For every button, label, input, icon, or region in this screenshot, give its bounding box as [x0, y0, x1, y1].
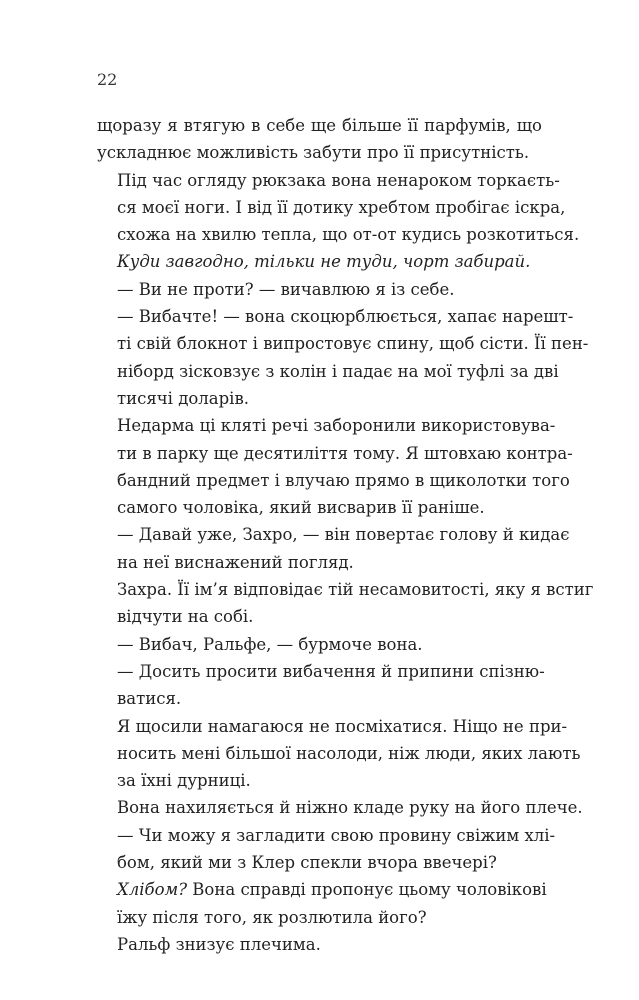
text-line: схожа на хвилю тепла, що от-от кудись розкотиться.	[117, 225, 580, 245]
text-line: відчути на собі.	[117, 607, 254, 627]
paragraph-11	[97, 713, 581, 795]
text-fragment: Вона справді пропонує цьому чоловікові	[187, 880, 547, 900]
text-line: Недарма ці кляті речі заборонили використовува-	[117, 416, 556, 436]
text-line: ти в парку ще десятиліття тому. Я штовхаю контра-	[117, 443, 573, 463]
paragraph-10	[97, 658, 545, 713]
text-line: бом, який ми з Клер спекли вчора ввечері?	[117, 853, 497, 873]
paragraph-2	[97, 167, 580, 249]
paragraph-15	[97, 931, 542, 958]
paragraph-1	[97, 112, 542, 167]
text-line: Куди завгодно, тільки не туди, чорт забирай.	[117, 252, 531, 272]
text-line: — Давай уже, Захро, — він повертає голову й кидає	[117, 525, 570, 545]
text-line: — Досить просити вибачення й припини спізню-	[117, 661, 545, 681]
text-line: ватися.	[117, 689, 182, 709]
text-line: їжу після того, як розлютила його?	[117, 907, 427, 927]
text-line: за їхні дурниці.	[117, 771, 251, 791]
text-line: — Чи можу я загладити свою провину свіжим хлі-	[117, 825, 556, 845]
text-line: Вона нахиляється й ніжно кладе руку на його плече.	[117, 798, 583, 818]
paragraph-13	[97, 822, 556, 877]
text-line: Ральф знизує плечима.	[117, 934, 321, 954]
text-line: ся моєї ноги. І від її дотику хребтом пробігає іскра,	[117, 197, 566, 217]
paragraph-5	[97, 303, 589, 412]
text-line: на неї виснажений погляд.	[117, 552, 354, 572]
text-line: Під час огляду рюкзака вона ненароком торкаєть-	[117, 170, 560, 190]
text-line: носить мені більшої насолоди, ніж люди, яких лають	[117, 743, 581, 763]
paragraph-12	[97, 794, 583, 821]
text-line: ускладнює можливість забути про її присутність.	[97, 143, 530, 163]
page-number: 22	[97, 70, 118, 89]
text-line: самого чоловіка, який висварив її раніше.	[117, 498, 485, 518]
paragraph-14	[97, 876, 547, 931]
text-line: Я щосили намагаюся не посміхатися. Ніщо не при-	[117, 716, 568, 736]
body-text	[97, 112, 594, 958]
text-line: Захра. Її ім’я відповідає тій несамовитості, яку я встиг	[117, 580, 594, 600]
text-line: бандний предмет і влучаю прямо в щиколотки того	[117, 470, 570, 490]
text-line: — Вибач, Ральфе, — бурмоче вона.	[117, 634, 423, 654]
italic-lead: Хлібом?	[117, 880, 188, 900]
paragraph-8	[97, 576, 594, 631]
paragraph-6	[97, 412, 573, 521]
paragraph-9	[97, 631, 542, 658]
paragraph-3-italic	[97, 248, 542, 275]
text-line: щоразу я втягую в себе ще більше її парфумів, що	[97, 116, 542, 135]
text-line: ті свій блокнот і випростовує спину, щоб сісти. Її пен-	[117, 334, 589, 354]
paragraph-4	[97, 276, 542, 303]
text-line-mixed	[97, 876, 547, 903]
paragraph-7	[97, 521, 570, 576]
text-line: — Ви не проти? — вичавлюю я із себе.	[117, 279, 455, 299]
text-line: ніборд зісковзує з колін і падає на мої туфлі за дві	[117, 361, 559, 381]
text-line: — Вибачте! — вона скоцюрблюється, хапає нарешт-	[117, 307, 574, 327]
text-line: тисячі доларів.	[117, 388, 249, 408]
